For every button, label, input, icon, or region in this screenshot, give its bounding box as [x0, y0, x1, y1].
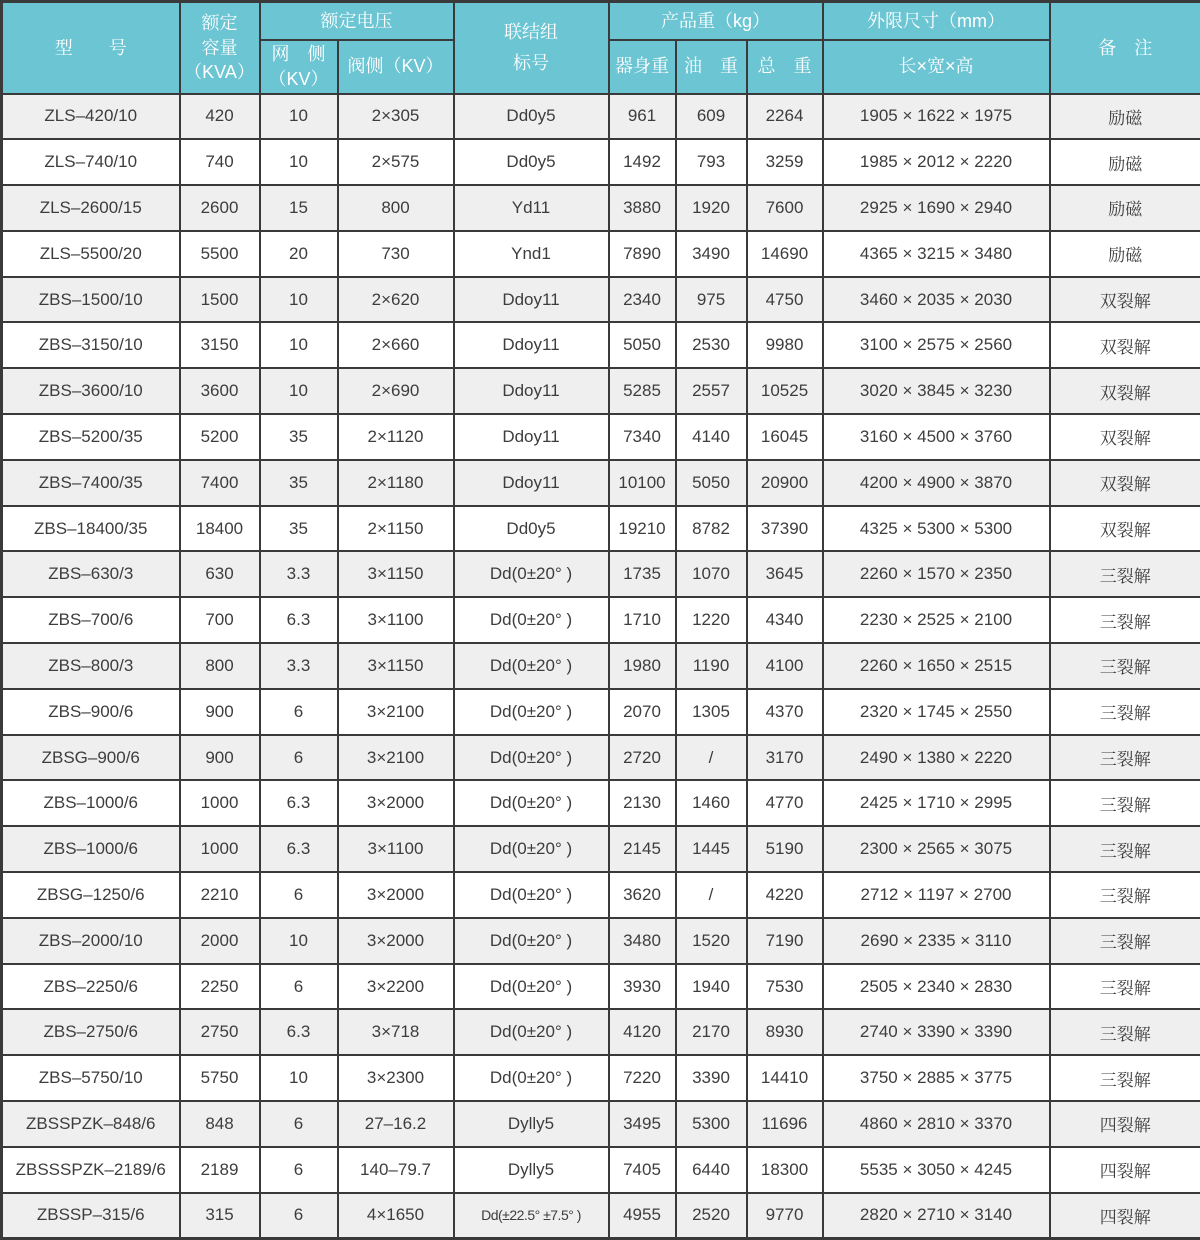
cell: 2070 — [609, 689, 676, 735]
cell: ZBS–700/6 — [2, 597, 180, 643]
cell: Dd(0±20° ) — [454, 735, 609, 781]
col-header-total-weight: 总 重 — [747, 40, 823, 94]
cell: 三裂解 — [1050, 918, 1200, 964]
cell: 2260 × 1570 × 2350 — [823, 551, 1050, 597]
cell: ZBS–5750/10 — [2, 1055, 180, 1101]
cell: 2690 × 2335 × 3110 — [823, 918, 1050, 964]
cell: 5190 — [747, 826, 823, 872]
cell: 4365 × 3215 × 3480 — [823, 231, 1050, 277]
cell: 1190 — [676, 643, 747, 689]
cell: 1500 — [180, 277, 260, 323]
cell: Yd11 — [454, 185, 609, 231]
cell: 10 — [260, 277, 338, 323]
cell: 1905 × 1622 × 1975 — [823, 94, 1050, 140]
cell: 740 — [180, 139, 260, 185]
col-header-rated-capacity — [180, 2, 260, 94]
cell: 315 — [180, 1193, 260, 1239]
cell: 35 — [260, 460, 338, 506]
cell: 793 — [676, 139, 747, 185]
cell: 2820 × 2710 × 3140 — [823, 1193, 1050, 1239]
cell: 2145 — [609, 826, 676, 872]
cell: 三裂解 — [1050, 1009, 1200, 1055]
cell: 3490 — [676, 231, 747, 277]
cell: Dd(0±20° ) — [454, 780, 609, 826]
cell: ZBS–7400/35 — [2, 460, 180, 506]
table-row — [2, 735, 1200, 781]
cell: 2130 — [609, 780, 676, 826]
cell: 1220 — [676, 597, 747, 643]
cell: 5535 × 3050 × 4245 — [823, 1147, 1050, 1193]
cell: 2750 — [180, 1009, 260, 1055]
cell: Dylly5 — [454, 1101, 609, 1147]
cell: 4955 — [609, 1193, 676, 1239]
cell: ZBSG–1250/6 — [2, 872, 180, 918]
col-header-remarks: 备 注 — [1050, 2, 1200, 94]
cell: 3×2000 — [338, 780, 454, 826]
cell: 6.3 — [260, 780, 338, 826]
cell: ZBSSSPZK–2189/6 — [2, 1147, 180, 1193]
cell: Dd(0±20° ) — [454, 872, 609, 918]
cell: 7890 — [609, 231, 676, 277]
cell: 800 — [180, 643, 260, 689]
table-row — [2, 1193, 1200, 1239]
cell: 四裂解 — [1050, 1101, 1200, 1147]
cell: 双裂解 — [1050, 414, 1200, 460]
cell: 三裂解 — [1050, 643, 1200, 689]
cell: 三裂解 — [1050, 780, 1200, 826]
table-row — [2, 1147, 1200, 1193]
cell: Ddoy11 — [454, 277, 609, 323]
cell: ZBS–1000/6 — [2, 780, 180, 826]
table-row — [2, 1101, 1200, 1147]
cell: 2170 — [676, 1009, 747, 1055]
table-row — [2, 643, 1200, 689]
cell: 4120 — [609, 1009, 676, 1055]
col-header-outer-dimensions: 外限尺寸（mm） — [823, 2, 1050, 40]
cell: 800 — [338, 185, 454, 231]
cell: Dd(0±20° ) — [454, 1009, 609, 1055]
cell: 1710 — [609, 597, 676, 643]
cell: 双裂解 — [1050, 322, 1200, 368]
table-row — [2, 506, 1200, 552]
cell: 37390 — [747, 506, 823, 552]
col-header-connection-group — [454, 2, 609, 94]
table-row — [2, 368, 1200, 414]
cell: 2×660 — [338, 322, 454, 368]
cell: 4100 — [747, 643, 823, 689]
cell: 励磁 — [1050, 94, 1200, 140]
cell: ZBS–900/6 — [2, 689, 180, 735]
cell: 2300 × 2565 × 3075 — [823, 826, 1050, 872]
cell: 35 — [260, 414, 338, 460]
cell: 3620 — [609, 872, 676, 918]
cell: ZBSSPZK–848/6 — [2, 1101, 180, 1147]
cell: 9980 — [747, 322, 823, 368]
cell: 四裂解 — [1050, 1193, 1200, 1239]
cell: ZLS–420/10 — [2, 94, 180, 140]
cell: 6440 — [676, 1147, 747, 1193]
cell: 961 — [609, 94, 676, 140]
table-row — [2, 918, 1200, 964]
cell: 励磁 — [1050, 185, 1200, 231]
cell: 6 — [260, 1147, 338, 1193]
table-row — [2, 94, 1200, 140]
cell: 3×718 — [338, 1009, 454, 1055]
cell: 3160 × 4500 × 3760 — [823, 414, 1050, 460]
cell: 4×1650 — [338, 1193, 454, 1239]
cell: 6 — [260, 964, 338, 1010]
cell: 4220 — [747, 872, 823, 918]
cell: 2520 — [676, 1193, 747, 1239]
cell: 1985 × 2012 × 2220 — [823, 139, 1050, 185]
cell: 三裂解 — [1050, 1055, 1200, 1101]
cell: 三裂解 — [1050, 826, 1200, 872]
table-row — [2, 872, 1200, 918]
cell: 3×2300 — [338, 1055, 454, 1101]
col-header-connection-line1: 联结组 — [457, 20, 606, 44]
cell: 2600 — [180, 185, 260, 231]
col-header-grid-side-unit: （KV） — [263, 67, 335, 91]
cell: 3460 × 2035 × 2030 — [823, 277, 1050, 323]
cell: 2925 × 1690 × 2940 — [823, 185, 1050, 231]
cell: 6.3 — [260, 826, 338, 872]
cell: 730 — [338, 231, 454, 277]
cell: 140–79.7 — [338, 1147, 454, 1193]
cell: 2720 — [609, 735, 676, 781]
cell: 2557 — [676, 368, 747, 414]
cell: 10 — [260, 1055, 338, 1101]
col-header-body-weight: 器身重 — [609, 40, 676, 94]
cell: ZBS–3600/10 — [2, 368, 180, 414]
cell: 3×2200 — [338, 964, 454, 1010]
cell: 20900 — [747, 460, 823, 506]
cell: 2230 × 2525 × 2100 — [823, 597, 1050, 643]
cell: Ynd1 — [454, 231, 609, 277]
cell: 2490 × 1380 × 2220 — [823, 735, 1050, 781]
table-row — [2, 1009, 1200, 1055]
cell: 7405 — [609, 1147, 676, 1193]
cell: ZBS–2750/6 — [2, 1009, 180, 1055]
col-header-capacity-unit: （KVA） — [183, 60, 257, 84]
col-header-lwh: 长×宽×高 — [823, 40, 1050, 94]
table-row — [2, 551, 1200, 597]
cell: 16045 — [747, 414, 823, 460]
cell: ZBS–630/3 — [2, 551, 180, 597]
cell: 6 — [260, 872, 338, 918]
col-header-oil-weight: 油 重 — [676, 40, 747, 94]
table-row — [2, 414, 1200, 460]
cell: 6 — [260, 1101, 338, 1147]
table-header — [2, 2, 1200, 94]
cell: 3.3 — [260, 643, 338, 689]
cell: 3×1100 — [338, 826, 454, 872]
cell: 1920 — [676, 185, 747, 231]
cell: Dd(±22.5° ±7.5° ) — [454, 1193, 609, 1239]
cell: 2320 × 1745 × 2550 — [823, 689, 1050, 735]
cell: 6.3 — [260, 1009, 338, 1055]
cell: ZBS–3150/10 — [2, 322, 180, 368]
table-row — [2, 964, 1200, 1010]
col-header-grid-side — [260, 40, 338, 94]
table-row — [2, 1055, 1200, 1101]
cell: ZBS–5200/35 — [2, 414, 180, 460]
cell: ZBS–2250/6 — [2, 964, 180, 1010]
cell: 4325 × 5300 × 5300 — [823, 506, 1050, 552]
cell: 3880 — [609, 185, 676, 231]
cell: 10 — [260, 94, 338, 140]
cell: 3170 — [747, 735, 823, 781]
cell: 8782 — [676, 506, 747, 552]
cell: 2×620 — [338, 277, 454, 323]
cell: ZBS–1500/10 — [2, 277, 180, 323]
cell: ZLS–2600/15 — [2, 185, 180, 231]
table-body — [2, 94, 1200, 1239]
col-header-valve-side: 阀侧（KV） — [338, 40, 454, 94]
cell: 7340 — [609, 414, 676, 460]
cell: 2264 — [747, 94, 823, 140]
cell: 10 — [260, 139, 338, 185]
cell: Ddoy11 — [454, 322, 609, 368]
cell: 2189 — [180, 1147, 260, 1193]
cell: 3390 — [676, 1055, 747, 1101]
cell: ZBS–2000/10 — [2, 918, 180, 964]
cell: 3150 — [180, 322, 260, 368]
cell: 7220 — [609, 1055, 676, 1101]
cell: 10 — [260, 322, 338, 368]
col-header-connection-line2: 标号 — [457, 51, 606, 75]
cell: 2×1120 — [338, 414, 454, 460]
cell: 18400 — [180, 506, 260, 552]
cell: 2505 × 2340 × 2830 — [823, 964, 1050, 1010]
cell: 609 — [676, 94, 747, 140]
cell: 5500 — [180, 231, 260, 277]
cell: 2740 × 3390 × 3390 — [823, 1009, 1050, 1055]
cell: 三裂解 — [1050, 964, 1200, 1010]
cell: 1070 — [676, 551, 747, 597]
table-row — [2, 185, 1200, 231]
cell: 10 — [260, 368, 338, 414]
cell: 8930 — [747, 1009, 823, 1055]
cell: 励磁 — [1050, 139, 1200, 185]
cell: 3×2100 — [338, 689, 454, 735]
cell: 2210 — [180, 872, 260, 918]
cell: 双裂解 — [1050, 506, 1200, 552]
cell: 35 — [260, 506, 338, 552]
cell: 双裂解 — [1050, 277, 1200, 323]
cell: 3480 — [609, 918, 676, 964]
cell: 2×690 — [338, 368, 454, 414]
cell: 3930 — [609, 964, 676, 1010]
cell: 6 — [260, 689, 338, 735]
cell: Ddoy11 — [454, 368, 609, 414]
cell: 14410 — [747, 1055, 823, 1101]
cell: 7190 — [747, 918, 823, 964]
cell: 四裂解 — [1050, 1147, 1200, 1193]
cell: Dd0y5 — [454, 139, 609, 185]
cell: / — [676, 735, 747, 781]
cell: 4340 — [747, 597, 823, 643]
cell: 双裂解 — [1050, 460, 1200, 506]
cell: 2×1150 — [338, 506, 454, 552]
cell: 900 — [180, 735, 260, 781]
cell: 5050 — [676, 460, 747, 506]
cell: Dd(0±20° ) — [454, 551, 609, 597]
cell: / — [676, 872, 747, 918]
cell: 11696 — [747, 1101, 823, 1147]
cell: 3100 × 2575 × 2560 — [823, 322, 1050, 368]
cell: 三裂解 — [1050, 872, 1200, 918]
cell: ZLS–5500/20 — [2, 231, 180, 277]
cell: Dd(0±20° ) — [454, 918, 609, 964]
cell: 4200 × 4900 × 3870 — [823, 460, 1050, 506]
cell: ZBSG–900/6 — [2, 735, 180, 781]
cell: 19210 — [609, 506, 676, 552]
cell: 3×1100 — [338, 597, 454, 643]
cell: 1735 — [609, 551, 676, 597]
cell: 14690 — [747, 231, 823, 277]
cell: 3750 × 2885 × 3775 — [823, 1055, 1050, 1101]
cell: ZBSSP–315/6 — [2, 1193, 180, 1239]
cell: 1520 — [676, 918, 747, 964]
cell: 10 — [260, 918, 338, 964]
cell: ZLS–740/10 — [2, 139, 180, 185]
cell: 1445 — [676, 826, 747, 872]
cell: 2712 × 1197 × 2700 — [823, 872, 1050, 918]
cell: 10100 — [609, 460, 676, 506]
cell: 5750 — [180, 1055, 260, 1101]
cell: 双裂解 — [1050, 368, 1200, 414]
cell: Dd(0±20° ) — [454, 1055, 609, 1101]
cell: 3645 — [747, 551, 823, 597]
cell: 3259 — [747, 139, 823, 185]
cell: ZBS–1000/6 — [2, 826, 180, 872]
table-row — [2, 277, 1200, 323]
cell: 4770 — [747, 780, 823, 826]
cell: 6 — [260, 735, 338, 781]
cell: 3020 × 3845 × 3230 — [823, 368, 1050, 414]
cell: 18300 — [747, 1147, 823, 1193]
cell: 2×575 — [338, 139, 454, 185]
cell: 三裂解 — [1050, 689, 1200, 735]
cell: 1940 — [676, 964, 747, 1010]
cell: 1000 — [180, 826, 260, 872]
cell: 5300 — [676, 1101, 747, 1147]
cell: Dylly5 — [454, 1147, 609, 1193]
cell: 2000 — [180, 918, 260, 964]
cell: ZBS–800/3 — [2, 643, 180, 689]
table-row — [2, 460, 1200, 506]
cell: 2340 — [609, 277, 676, 323]
col-header-product-weight: 产品重（kg） — [609, 2, 823, 40]
cell: 10525 — [747, 368, 823, 414]
table-row — [2, 231, 1200, 277]
cell: 6 — [260, 1193, 338, 1239]
cell: 975 — [676, 277, 747, 323]
col-header-capacity-line1: 额定 — [183, 11, 257, 35]
cell: Dd0y5 — [454, 506, 609, 552]
cell: Dd0y5 — [454, 94, 609, 140]
cell: 4140 — [676, 414, 747, 460]
cell: 3×1150 — [338, 551, 454, 597]
col-header-rated-voltage: 额定电压 — [260, 2, 454, 40]
cell: 1305 — [676, 689, 747, 735]
cell: 2530 — [676, 322, 747, 368]
cell: 4370 — [747, 689, 823, 735]
cell: 7530 — [747, 964, 823, 1010]
cell: 2×305 — [338, 94, 454, 140]
cell: 20 — [260, 231, 338, 277]
table-row — [2, 139, 1200, 185]
cell: 三裂解 — [1050, 597, 1200, 643]
cell: Ddoy11 — [454, 460, 609, 506]
cell: 3×2100 — [338, 735, 454, 781]
cell: 3×1150 — [338, 643, 454, 689]
cell: 励磁 — [1050, 231, 1200, 277]
cell: 3495 — [609, 1101, 676, 1147]
cell: Dd(0±20° ) — [454, 597, 609, 643]
cell: 700 — [180, 597, 260, 643]
cell: 1460 — [676, 780, 747, 826]
cell: 3×2000 — [338, 872, 454, 918]
cell: 1492 — [609, 139, 676, 185]
cell: 1000 — [180, 780, 260, 826]
cell: 6.3 — [260, 597, 338, 643]
cell: ZBS–18400/35 — [2, 506, 180, 552]
cell: 3.3 — [260, 551, 338, 597]
col-header-model: 型 号 — [2, 2, 180, 94]
cell: 3600 — [180, 368, 260, 414]
cell: Dd(0±20° ) — [454, 643, 609, 689]
cell: 7600 — [747, 185, 823, 231]
cell: 2×1180 — [338, 460, 454, 506]
cell: 1980 — [609, 643, 676, 689]
cell: 三裂解 — [1050, 735, 1200, 781]
cell: 27–16.2 — [338, 1101, 454, 1147]
cell: 三裂解 — [1050, 551, 1200, 597]
cell: 5200 — [180, 414, 260, 460]
cell: 848 — [180, 1101, 260, 1147]
cell: 5285 — [609, 368, 676, 414]
table-row — [2, 689, 1200, 735]
cell: 7400 — [180, 460, 260, 506]
col-header-capacity-line2: 容量 — [183, 36, 257, 60]
cell: Ddoy11 — [454, 414, 609, 460]
cell: 4860 × 2810 × 3370 — [823, 1101, 1050, 1147]
cell: 630 — [180, 551, 260, 597]
cell: 5050 — [609, 322, 676, 368]
cell: 2260 × 1650 × 2515 — [823, 643, 1050, 689]
cell: 2250 — [180, 964, 260, 1010]
cell: Dd(0±20° ) — [454, 689, 609, 735]
cell: Dd(0±20° ) — [454, 826, 609, 872]
col-header-grid-side-line1: 网 侧 — [263, 42, 335, 66]
cell: 4750 — [747, 277, 823, 323]
cell: 15 — [260, 185, 338, 231]
cell: Dd(0±20° ) — [454, 964, 609, 1010]
table-row — [2, 826, 1200, 872]
table-row — [2, 322, 1200, 368]
cell: 420 — [180, 94, 260, 140]
table-row — [2, 597, 1200, 643]
cell: 2425 × 1710 × 2995 — [823, 780, 1050, 826]
cell: 900 — [180, 689, 260, 735]
cell: 3×2000 — [338, 918, 454, 964]
table-row — [2, 780, 1200, 826]
cell: 9770 — [747, 1193, 823, 1239]
